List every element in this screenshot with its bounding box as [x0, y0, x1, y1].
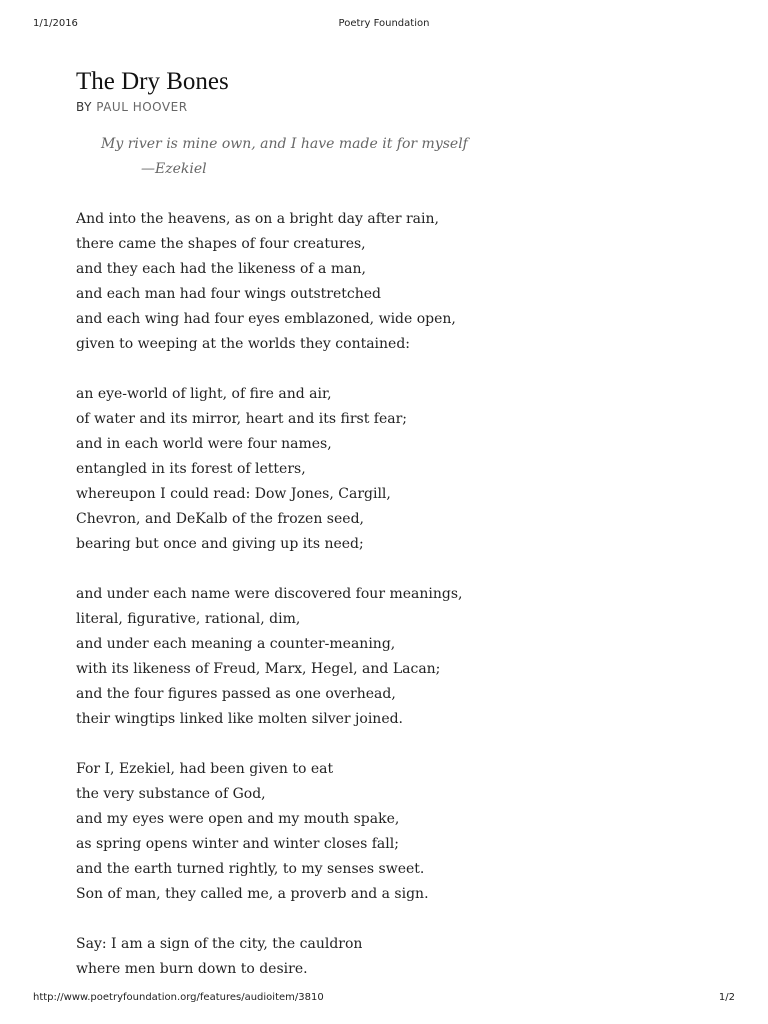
stanza [76, 757, 696, 907]
stanza [76, 932, 696, 982]
poem-line: and my eyes were open and my mouth spake, [76, 811, 400, 827]
poem-line: of water and its mirror, heart and its first fear; [76, 411, 408, 427]
poem-line: an eye-world of light, of fire and air, [76, 386, 332, 402]
poem-line: and the four figures passed as one overhead, [76, 686, 396, 702]
author-link[interactable]: PAUL HOOVER [96, 100, 188, 114]
poem-line: and under each meaning a counter-meaning, [76, 636, 396, 652]
poem-article [76, 66, 696, 1007]
stanza [76, 582, 696, 732]
poem-line: Say: I am a sign of the city, the cauldron [76, 936, 363, 952]
byline [76, 99, 696, 115]
stanza [76, 382, 696, 557]
poem-line: literal, figurative, rational, dim, [76, 611, 301, 627]
poem-line: and each man had four wings outstretched [76, 286, 382, 302]
page-number: 1/2 [718, 992, 735, 1003]
stanza [76, 207, 696, 357]
poem-line: Son of man, they called me, a proverb and a sign. [76, 886, 429, 902]
byline-label: BY [76, 100, 92, 114]
print-footer [33, 992, 735, 1006]
poem-line: as spring opens winter and winter closes fall; [76, 836, 399, 852]
page-url: http://www.poetryfoundation.org/features/audioitem/3810 [33, 992, 324, 1003]
print-date: 1/1/2016 [33, 18, 78, 29]
poem-line: Chevron, and DeKalb of the frozen seed, [76, 511, 364, 527]
poem-line: and the earth turned rightly, to my senses sweet. [76, 861, 425, 877]
print-header [33, 18, 735, 32]
poem-line: And into the heavens, as on a bright day after rain, [76, 211, 439, 227]
poem-body [76, 207, 696, 982]
epigraph-text: My river is mine own, and I have made it for myself [101, 136, 468, 152]
poem-line: and they each had the likeness of a man, [76, 261, 366, 277]
poem-line: given to weeping at the worlds they contained: [76, 336, 411, 352]
print-site-title: Poetry Foundation [338, 18, 430, 29]
poem-line: their wingtips linked like molten silver joined. [76, 711, 404, 727]
poem-line: there came the shapes of four creatures, [76, 236, 366, 252]
poem-line: where men burn down to desire. [76, 961, 308, 977]
epigraph [101, 132, 696, 182]
poem-line: with its likeness of Freud, Marx, Hegel, and Lacan; [76, 661, 441, 677]
poem-line: For I, Ezekiel, had been given to eat [76, 761, 334, 777]
poem-line: bearing but once and giving up its need; [76, 536, 364, 552]
poem-line: the very substance of God, [76, 786, 266, 802]
poem-line: and under each name were discovered four meanings, [76, 586, 463, 602]
poem-line: and in each world were four names, [76, 436, 332, 452]
poem-title: The Dry Bones [76, 68, 229, 95]
epigraph-attribution: —Ezekiel [141, 161, 207, 177]
poem-line: entangled in its forest of letters, [76, 461, 306, 477]
poem-line: and each wing had four eyes emblazoned, wide open, [76, 311, 456, 327]
poem-line: whereupon I could read: Dow Jones, Cargill, [76, 486, 391, 502]
